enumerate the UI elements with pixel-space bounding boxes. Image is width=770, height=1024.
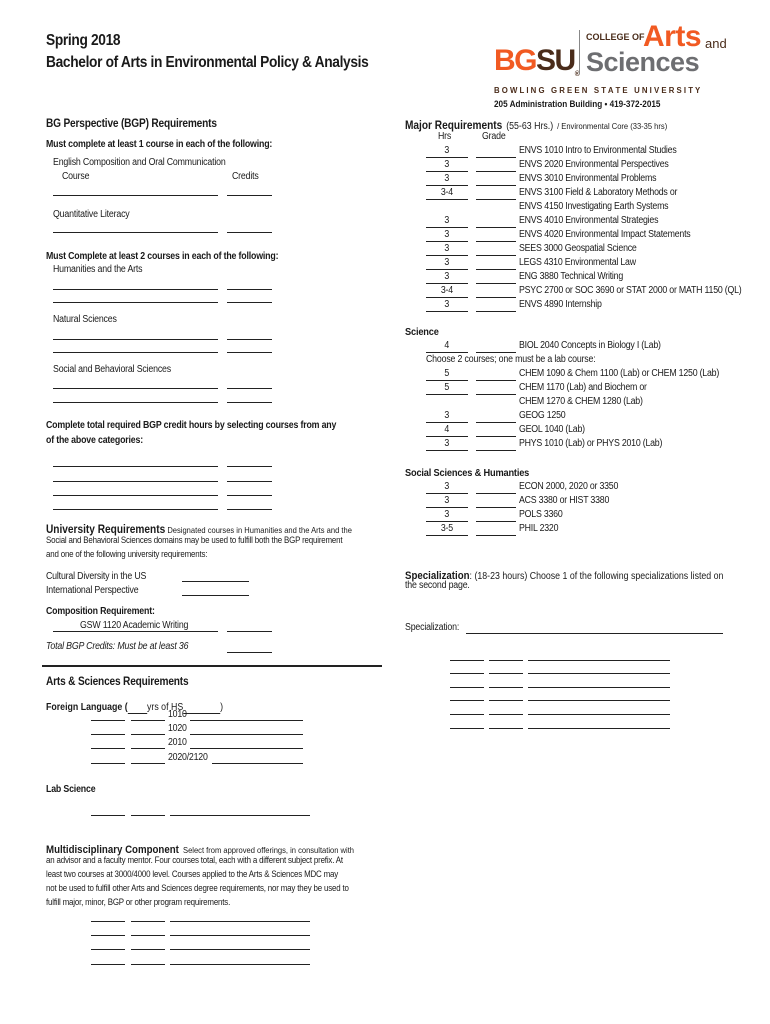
lang-row-2-hours-line[interactable] [91, 748, 125, 749]
major-row-3-grade-line[interactable] [476, 199, 516, 200]
course-col-label: Course [62, 171, 90, 182]
major-row-1-grade-line[interactable] [476, 171, 516, 172]
soc-course-line-2[interactable] [53, 402, 218, 403]
major-row-5-hours-line [426, 227, 468, 228]
major-row-8-course: LEGS 4310 Environmental Law [519, 257, 636, 268]
spec-row-1-grade-line[interactable] [489, 673, 523, 674]
gsw-credit-line[interactable] [227, 631, 272, 632]
mdc-text-1: Select from approved offerings, in consultation with [183, 845, 354, 855]
spec-row-2-grade-line[interactable] [489, 687, 523, 688]
spec-row-4-grade-line[interactable] [489, 714, 523, 715]
lang-row-0-grade-line[interactable] [131, 720, 165, 721]
major-core: / Environmental Core (33-35 hrs) [557, 121, 668, 131]
spec-row-4-course-line[interactable] [528, 714, 670, 715]
mdc-text-4: not be used to fulfill other Arts and Sciences degree requirements, nor may they be used to [46, 883, 349, 893]
specialization-desc-2: the second page. [405, 580, 470, 591]
major-row-0-course: ENVS 1010 Intro to Environmental Studies [519, 145, 677, 156]
lang-row-3-course-line[interactable] [212, 763, 303, 764]
social-row-0-course: ECON 2000, 2020 or 3350 [519, 481, 619, 492]
social-row-2-course: POLS 3360 [519, 509, 563, 520]
major-row-9-hours-line [426, 283, 468, 284]
grade-col-header: Grade [482, 131, 506, 142]
spec-row-1-hours-line[interactable] [450, 673, 484, 674]
major-row-1-course: ENVS 2020 Environmental Perspectives [519, 159, 669, 170]
major-row-6-hours: 3 [444, 229, 450, 240]
social-row-1-hours-line [426, 507, 468, 508]
total-bgp-credit-line[interactable] [227, 652, 272, 653]
social-row-1-hours: 3 [444, 495, 450, 506]
major-row-8-hours: 3 [444, 257, 450, 268]
mdc-row-1-grade-line[interactable] [131, 935, 165, 936]
spec-row-3-grade-line[interactable] [489, 700, 523, 701]
social-row-0-hours: 3 [444, 481, 450, 492]
major-row-9-course: ENG 3880 Technical Writing [519, 271, 624, 282]
credits-col-label: Credits [232, 171, 259, 182]
social-row-3-hours-line [426, 535, 468, 536]
hum-course-line-1[interactable] [53, 289, 218, 290]
social-row-3-grade-line[interactable] [476, 535, 516, 536]
mdc-row-0-grade-line[interactable] [131, 921, 165, 922]
science-row-5-course: PHYS 1010 (Lab) or PHYS 2010 (Lab) [519, 438, 663, 449]
spec-row-5-hours-line[interactable] [450, 728, 484, 729]
lang-row-3-hours-line[interactable] [91, 763, 125, 764]
mdc-heading: Multidisciplinary Component [46, 844, 179, 856]
bgp-must-one: Must complete at least 1 course in each of the following: [46, 139, 273, 150]
science-row-5-hours-line [426, 450, 468, 451]
lang-row-1-grade-line[interactable] [131, 734, 165, 735]
close-paren: ) [220, 702, 224, 713]
major-row-6-hours-line [426, 241, 468, 242]
lab-science-heading: Lab Science [46, 784, 96, 795]
university-desc-3: and one of the following university requirements: [46, 549, 208, 559]
major-row-10-hours: 3-4 [440, 285, 454, 296]
nat-course-line-1[interactable] [53, 339, 218, 340]
science-row-4-hours: 4 [444, 424, 450, 435]
major-row-8-grade-line[interactable] [476, 269, 516, 270]
major-row-5-hours: 3 [444, 215, 450, 226]
mdc-row-3-hours-line[interactable] [91, 964, 125, 965]
bgsu-wordmark: BGSU® [494, 44, 579, 78]
logo-divider [579, 30, 580, 74]
total-credit-line-1[interactable] [227, 466, 272, 467]
major-row-2-course: ENVS 3010 Environmental Problems [519, 173, 657, 184]
spec-row-0-hours-line[interactable] [450, 660, 484, 661]
major-row-5-grade-line[interactable] [476, 227, 516, 228]
science-row-3-grade-line[interactable] [476, 422, 516, 423]
science-row-3-hours: 3 [444, 410, 450, 421]
major-row-10-hours-line [426, 297, 468, 298]
major-row-11-grade-line[interactable] [476, 311, 516, 312]
soc-course-line-1[interactable] [53, 388, 218, 389]
science-row-4-hours-line [426, 436, 468, 437]
science-row-0-hours-line [426, 380, 468, 381]
social-row-3-hours: 3-5 [440, 523, 454, 534]
social-row-0-hours-line [426, 493, 468, 494]
science-row-1-hours-line [426, 394, 468, 395]
major-row-7-grade-line[interactable] [476, 255, 516, 256]
mdc-text-3: least two courses at 3000/4000 level. Courses applied to the Arts & Sciences MDC may [46, 869, 339, 879]
composition-heading: Composition Requirement: [46, 606, 155, 617]
arts-sciences-heading: Arts & Sciences Requirements [46, 676, 189, 688]
address-line: 205 Administration Building • 419-372-2015 [494, 99, 661, 110]
science-biol-hours: 4 [444, 340, 450, 351]
science-row-1-grade-line[interactable] [476, 394, 516, 395]
social-label: Social and Behavioral Sciences [53, 364, 172, 375]
specialization-heading: Specialization [405, 570, 470, 582]
mdc-row-2-hours-line[interactable] [91, 949, 125, 950]
spec-row-3-hours-line[interactable] [450, 700, 484, 701]
term-title: Spring 2018 [46, 32, 121, 49]
and-wordmark: and [705, 36, 727, 51]
major-heading: Major Requirements [405, 120, 503, 132]
major-row-1-hours: 3 [444, 159, 450, 170]
spec-row-0-grade-line[interactable] [489, 660, 523, 661]
complete-total-2: of the above categories: [46, 435, 144, 446]
science-biol-grade-line[interactable] [476, 352, 516, 353]
soc-credit-line-2[interactable] [227, 402, 272, 403]
gsw-course: GSW 1120 Academic Writing [80, 620, 189, 631]
mdc-row-2-grade-line[interactable] [131, 949, 165, 950]
major-row-7-hours: 3 [444, 243, 450, 254]
college-of-label: COLLEGE OF [586, 32, 645, 42]
mdc-row-0-hours-line[interactable] [91, 921, 125, 922]
english-credit-line[interactable] [227, 195, 272, 196]
total-bgp-credits: Total BGP Credits: Must be at least 36 [46, 641, 189, 652]
spec-row-2-hours-line[interactable] [450, 687, 484, 688]
major-row-6-course: ENVS 4020 Environmental Impact Statements [519, 229, 691, 240]
science-row-2-course: CHEM 1270 & CHEM 1280 (Lab) [519, 396, 643, 407]
major-row-11-course: ENVS 4890 Internship [519, 299, 602, 310]
mdc-row-2-course-line[interactable] [170, 949, 310, 950]
major-row-3-course: ENVS 3100 Field & Laboratory Methods or [519, 187, 678, 198]
foreign-language-label: Foreign Language ( [46, 702, 128, 713]
science-row-0-grade-line[interactable] [476, 380, 516, 381]
science-choose: Choose 2 courses; one must be a lab course: [426, 354, 596, 365]
major-row-3-hours-line [426, 199, 468, 200]
major-row-9-grade-line[interactable] [476, 283, 516, 284]
social-row-2-hours-line [426, 521, 468, 522]
lang-row-1-level: 1020 [168, 723, 187, 734]
major-row-1-hours-line [426, 171, 468, 172]
science-row-5-grade-line[interactable] [476, 450, 516, 451]
quant-credit-line[interactable] [227, 232, 272, 233]
science-row-4-course: GEOL 1040 (Lab) [519, 424, 585, 435]
lab-line-c[interactable] [170, 815, 310, 816]
hum-credit-line-1[interactable] [227, 289, 272, 290]
total-credit-line-3[interactable] [227, 495, 272, 496]
spec-row-5-grade-line[interactable] [489, 728, 523, 729]
cultural-label: Cultural Diversity in the US [46, 571, 147, 582]
degree-title: Bachelor of Arts in Environmental Policy & Analysis [46, 54, 369, 71]
major-row-9-hours: 3 [444, 271, 450, 282]
major-row-2-grade-line[interactable] [476, 185, 516, 186]
major-row-4-course: ENVS 4150 Investigating Earth Systems [519, 201, 669, 212]
spec-row-1-course-line[interactable] [528, 673, 670, 674]
social-row-3-course: PHIL 2320 [519, 523, 559, 534]
science-row-5-hours: 3 [444, 438, 450, 449]
lang-row-1-hours-line[interactable] [91, 734, 125, 735]
major-row-2-hours: 3 [444, 173, 450, 184]
arts-wordmark: Arts [643, 20, 702, 53]
social-hum-heading: Social Sciences & Humanties [405, 467, 530, 479]
section-divider [42, 665, 382, 667]
lang-row-2-grade-line[interactable] [131, 748, 165, 749]
major-row-11-hours-line [426, 311, 468, 312]
lang-row-0-level: 1010 [168, 709, 187, 720]
university-desc-2: Social and Behavioral Sciences domains may be used to fulfill both the BGP requirement [46, 535, 343, 545]
social-row-2-grade-line[interactable] [476, 521, 516, 522]
lab-line-a[interactable] [91, 815, 125, 816]
mdc-row-3-course-line[interactable] [170, 964, 310, 965]
mdc-text-5: fulfill major, minor, BGP or other program requirements. [46, 897, 231, 907]
major-row-5-course: ENVS 4010 Environmental Strategies [519, 215, 659, 226]
bgp-must-two: Must Complete at least 2 courses in each of the following: [46, 251, 279, 262]
lang-row-2-course-line[interactable] [190, 748, 303, 749]
hum-credit-line-2[interactable] [227, 302, 272, 303]
lab-line-b[interactable] [131, 815, 165, 816]
major-row-0-hours-line [426, 157, 468, 158]
major-row-11-hours: 3 [444, 299, 450, 310]
social-row-0-grade-line[interactable] [476, 493, 516, 494]
science-row-4-grade-line[interactable] [476, 436, 516, 437]
mdc-text-2: an advisor and a faculty mentor. Four courses total, each with a different subject prefix. At [46, 855, 343, 865]
mdc-row-1-course-line[interactable] [170, 935, 310, 936]
total-course-line-4[interactable] [53, 509, 218, 510]
university-desc-1: Designated courses in Humanities and the Arts and the [167, 525, 352, 535]
major-row-0-grade-line[interactable] [476, 157, 516, 158]
social-row-1-course: ACS 3380 or HIST 3380 [519, 495, 610, 506]
bgp-heading: BG Perspective (BGP) Requirements [46, 118, 217, 130]
science-row-1-hours: 5 [444, 382, 450, 393]
spec-row-2-course-line[interactable] [528, 687, 670, 688]
nat-credit-line-2[interactable] [227, 352, 272, 353]
university-name: B O W L I N G G R E E N S T A T E U N I V E R S I T Y [494, 86, 701, 95]
cultural-line[interactable] [182, 581, 249, 582]
social-row-1-grade-line[interactable] [476, 507, 516, 508]
nat-course-line-2[interactable] [53, 352, 218, 353]
specialization-label: Specialization: [405, 622, 460, 633]
mdc-row-3-grade-line[interactable] [131, 964, 165, 965]
gsw-line [53, 631, 218, 632]
major-row-10-grade-line[interactable] [476, 297, 516, 298]
spec-row-0-course-line[interactable] [528, 660, 670, 661]
lang-row-3-grade-line[interactable] [131, 763, 165, 764]
mdc-row-1-hours-line[interactable] [91, 935, 125, 936]
lang-row-0-course-line[interactable] [190, 720, 303, 721]
yrs-hs-label: yrs of HS [147, 702, 184, 713]
science-row-1-course: CHEM 1170 (Lab) and Biochem or [519, 382, 647, 393]
quant-label: Quantitative Literacy [53, 209, 130, 220]
total-credit-line-2[interactable] [227, 481, 272, 482]
nat-credit-line-1[interactable] [227, 339, 272, 340]
spec-row-5-course-line[interactable] [528, 728, 670, 729]
mdc-row-0-course-line[interactable] [170, 921, 310, 922]
major-hours: (55-63 Hrs.) [506, 121, 554, 132]
major-row-10-course: PSYC 2700 or SOC 3690 or STAT 2000 or MATH 1150 (QL) [519, 285, 742, 296]
english-course-line[interactable] [53, 195, 218, 196]
english-label: English Composition and Oral Communication [53, 157, 226, 168]
spec-row-4-hours-line[interactable] [450, 714, 484, 715]
specialization-name-line[interactable] [466, 633, 723, 634]
science-biol-hours-line [426, 352, 468, 353]
lang-row-2-level: 2010 [168, 737, 187, 748]
social-row-2-hours: 3 [444, 509, 450, 520]
lang-row-0-hours-line[interactable] [91, 720, 125, 721]
major-row-7-course: SEES 3000 Geospatial Science [519, 243, 637, 254]
quant-course-line[interactable] [53, 232, 218, 233]
international-line[interactable] [182, 595, 249, 596]
hum-course-line-2[interactable] [53, 302, 218, 303]
major-row-0-hours: 3 [444, 145, 450, 156]
spec-row-3-course-line[interactable] [528, 700, 670, 701]
lang-row-1-course-line[interactable] [190, 734, 303, 735]
science-row-0-course: CHEM 1090 & Chem 1100 (Lab) or CHEM 1250 (Lab) [519, 368, 720, 379]
science-row-3-hours-line [426, 422, 468, 423]
total-course-line-3[interactable] [53, 495, 218, 496]
international-label: International Perspective [46, 585, 139, 596]
major-row-3-hours: 3-4 [440, 187, 454, 198]
science-row-3-course: GEOG 1250 [519, 410, 566, 421]
lang-row-3-level: 2020/2120 [168, 752, 208, 763]
major-row-2-hours-line [426, 185, 468, 186]
total-credit-line-4[interactable] [227, 509, 272, 510]
foreign-years-blank[interactable] [128, 702, 147, 714]
total-course-line-2[interactable] [53, 481, 218, 482]
major-row-8-hours-line [426, 269, 468, 270]
university-heading: University Requirements [46, 524, 166, 536]
science-biol-course: BIOL 2040 Concepts in Biology I (Lab) [519, 340, 661, 351]
total-course-line-1[interactable] [53, 466, 218, 467]
science-heading: Science [405, 326, 439, 338]
major-row-6-grade-line[interactable] [476, 241, 516, 242]
sciences-wordmark: Sciences [586, 47, 700, 77]
complete-total-1: Complete total required BGP credit hours by selecting courses from any [46, 420, 337, 431]
humanities-label: Humanities and the Arts [53, 264, 143, 275]
soc-credit-line-1[interactable] [227, 388, 272, 389]
science-row-0-hours: 5 [444, 368, 450, 379]
natural-label: Natural Sciences [53, 314, 117, 325]
major-row-7-hours-line [426, 255, 468, 256]
hrs-col-header: Hrs [438, 131, 452, 142]
specialization-desc-1: : (18-23 hours) Choose 1 of the following specializations listed on [469, 571, 724, 582]
foreign-language-row [46, 697, 247, 715]
